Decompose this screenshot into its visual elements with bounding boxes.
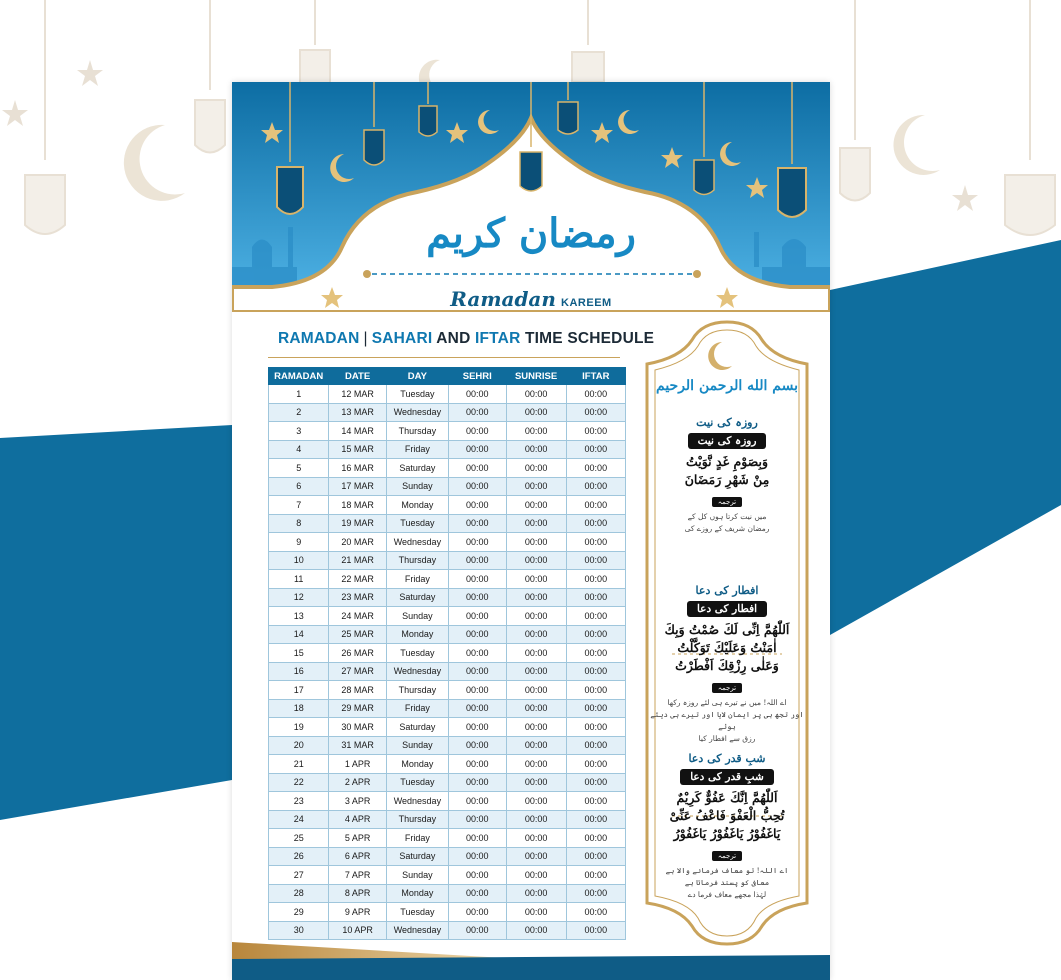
- iftar-dua-arabic-2: اٰمَنْتُ وَعَلَيْكَ تَوَكَّلْتُ: [677, 640, 777, 655]
- table-cell: 13: [269, 607, 329, 626]
- table-cell: 00:00: [506, 496, 566, 515]
- table-row: [269, 829, 626, 848]
- table-cell: 00:00: [566, 459, 625, 478]
- table-cell: 23 MAR: [329, 588, 386, 607]
- heading-underline: [268, 357, 620, 358]
- table-cell: 17: [269, 681, 329, 700]
- table-cell: 00:00: [449, 681, 507, 700]
- table-cell: Tuesday: [386, 644, 448, 663]
- table-cell: 00:00: [506, 403, 566, 422]
- table-row: [269, 403, 626, 422]
- table-cell: 00:00: [566, 792, 625, 811]
- table-cell: 00:00: [506, 625, 566, 644]
- iftar-dua-translation-3: رزق سے افطار کیا: [698, 734, 756, 743]
- table-cell: 24: [269, 810, 329, 829]
- table-row: [269, 755, 626, 774]
- table-row: [269, 847, 626, 866]
- column-header: IFTAR: [566, 368, 625, 385]
- table-row: [269, 644, 626, 663]
- fast-intention-translation-1: میں نیت کرتا ہوں کل کے: [687, 512, 767, 521]
- table-cell: Friday: [386, 440, 448, 459]
- table-cell: Thursday: [386, 810, 448, 829]
- qadr-dua-arabic-3: يَاغَفُوْرُ يَاغَفُوْرُ يَاغَفُوْرُ: [673, 826, 781, 841]
- fast-intention-translation-2: رمضان شریف کے روزے کی: [684, 524, 770, 533]
- table-cell: 00:00: [449, 477, 507, 496]
- table-header-row: [269, 368, 626, 385]
- table-cell: 5: [269, 459, 329, 478]
- table-cell: 14: [269, 625, 329, 644]
- table-cell: 00:00: [506, 903, 566, 922]
- heading-part-ramadan: RAMADAN: [278, 330, 360, 347]
- table-cell: 15 MAR: [329, 440, 386, 459]
- bismillah-calligraphy: بسم الله الرحمن الرحيم: [656, 378, 798, 394]
- table-cell: Monday: [386, 884, 448, 903]
- poster-footer: [232, 937, 830, 980]
- table-cell: 16 MAR: [329, 459, 386, 478]
- table-cell: 15: [269, 644, 329, 663]
- table-row: [269, 773, 626, 792]
- table-cell: 23: [269, 792, 329, 811]
- table-cell: 00:00: [449, 829, 507, 848]
- table-cell: 4 APR: [329, 810, 386, 829]
- table-cell: 00:00: [449, 903, 507, 922]
- table-cell: 2: [269, 403, 329, 422]
- table-cell: 00:00: [506, 662, 566, 681]
- table-row: [269, 422, 626, 441]
- table-cell: 00:00: [566, 514, 625, 533]
- table-cell: Wednesday: [386, 792, 448, 811]
- table-row: [269, 385, 626, 404]
- column-header: SEHRI: [449, 368, 507, 385]
- table-cell: Wednesday: [386, 921, 448, 940]
- fast-intention-tag: ترجمہ: [712, 497, 742, 507]
- table-row: [269, 718, 626, 737]
- table-cell: 25: [269, 829, 329, 848]
- table-cell: 00:00: [506, 514, 566, 533]
- schedule-heading: [278, 330, 654, 348]
- table-row: [269, 866, 626, 885]
- table-cell: 00:00: [449, 866, 507, 885]
- table-cell: 22 MAR: [329, 570, 386, 589]
- iftar-dua-heading: افطار کی دعا: [695, 584, 759, 597]
- table-cell: 26 MAR: [329, 644, 386, 663]
- table-cell: 00:00: [449, 810, 507, 829]
- table-row: [269, 551, 626, 570]
- table-cell: 27 MAR: [329, 662, 386, 681]
- column-header: SUNRISE: [506, 368, 566, 385]
- table-row: [269, 681, 626, 700]
- table-cell: 00:00: [506, 792, 566, 811]
- table-cell: Thursday: [386, 422, 448, 441]
- table-cell: 00:00: [506, 644, 566, 663]
- table-cell: 20: [269, 736, 329, 755]
- table-cell: 00:00: [566, 829, 625, 848]
- table-row: [269, 570, 626, 589]
- iftar-dua-translation-2: اور تجھ ہی پر ایمان لایا اور تیرے ہی دیئے ہوئے: [650, 710, 804, 731]
- table-cell: 00:00: [566, 699, 625, 718]
- qadr-dua-translation-3: لہٰذا مجھے معاف فرما دے: [687, 890, 767, 899]
- table-cell: 30: [269, 921, 329, 940]
- table-row: [269, 440, 626, 459]
- table-cell: 00:00: [449, 773, 507, 792]
- table-row: [269, 514, 626, 533]
- qadr-dua-arabic-2: تُحِبُّ الْعَفْوَ فَاعْفُ عَنِّیْ: [669, 808, 785, 823]
- fast-intention-heading: روزہ کی نیت: [696, 416, 758, 429]
- table-cell: 00:00: [449, 533, 507, 552]
- table-cell: 00:00: [449, 662, 507, 681]
- table-cell: 4: [269, 440, 329, 459]
- table-cell: 6 APR: [329, 847, 386, 866]
- table-cell: 00:00: [566, 755, 625, 774]
- brand-title-sub: KAREEM: [561, 297, 612, 309]
- table-cell: 00:00: [449, 736, 507, 755]
- table-cell: Tuesday: [386, 773, 448, 792]
- table-cell: 10: [269, 551, 329, 570]
- table-cell: Monday: [386, 496, 448, 515]
- table-cell: 00:00: [566, 607, 625, 626]
- table-row: [269, 792, 626, 811]
- table-cell: 00:00: [506, 810, 566, 829]
- table-cell: Thursday: [386, 681, 448, 700]
- table-cell: 00:00: [506, 736, 566, 755]
- table-cell: 12: [269, 588, 329, 607]
- table-cell: 11: [269, 570, 329, 589]
- table-cell: 1 APR: [329, 755, 386, 774]
- fast-intention-arabic-1: وَبِصَوْمِ غَدٍ نَّوَيْتُ: [685, 454, 769, 469]
- table-cell: 28: [269, 884, 329, 903]
- table-cell: Tuesday: [386, 514, 448, 533]
- table-cell: 00:00: [566, 681, 625, 700]
- table-row: [269, 699, 626, 718]
- table-cell: 1: [269, 385, 329, 404]
- table-cell: 00:00: [449, 718, 507, 737]
- heading-separator: |: [363, 330, 368, 347]
- table-row: [269, 459, 626, 478]
- table-row: [269, 588, 626, 607]
- fast-intention-arabic-2: مِنْ شَهْرِ رَمَضَانَ: [684, 472, 770, 487]
- table-cell: 27: [269, 866, 329, 885]
- ramadan-poster: [232, 82, 830, 980]
- table-cell: 00:00: [566, 403, 625, 422]
- table-cell: Tuesday: [386, 903, 448, 922]
- right-blue-band: [830, 240, 1061, 635]
- left-blue-band: [0, 425, 232, 820]
- table-cell: 00:00: [506, 477, 566, 496]
- table-cell: 00:00: [449, 496, 507, 515]
- table-cell: 31 MAR: [329, 736, 386, 755]
- table-cell: 9 APR: [329, 903, 386, 922]
- table-cell: 8 APR: [329, 884, 386, 903]
- table-cell: Sunday: [386, 736, 448, 755]
- heading-part-and: AND: [436, 330, 471, 347]
- table-cell: 00:00: [566, 718, 625, 737]
- table-cell: 00:00: [566, 477, 625, 496]
- table-cell: 16: [269, 662, 329, 681]
- table-row: [269, 662, 626, 681]
- table-cell: 7: [269, 496, 329, 515]
- table-cell: 17 MAR: [329, 477, 386, 496]
- table-cell: 00:00: [566, 533, 625, 552]
- table-cell: 5 APR: [329, 829, 386, 848]
- table-cell: 00:00: [566, 903, 625, 922]
- column-header: DAY: [386, 368, 448, 385]
- table-cell: 00:00: [449, 884, 507, 903]
- table-cell: 00:00: [566, 847, 625, 866]
- table-cell: Wednesday: [386, 662, 448, 681]
- table-cell: 00:00: [506, 588, 566, 607]
- table-cell: 6: [269, 477, 329, 496]
- table-cell: Thursday: [386, 551, 448, 570]
- qadr-dua-pill: شبِ قدر کی دعا: [680, 769, 774, 785]
- table-cell: 00:00: [566, 496, 625, 515]
- column-header: DATE: [329, 368, 386, 385]
- table-cell: Wednesday: [386, 403, 448, 422]
- table-cell: 18 MAR: [329, 496, 386, 515]
- qadr-dua-arabic-1: اَللّٰهُمَّ اِنَّكَ عَفُوٌّ كَرِيْمٌ: [676, 790, 778, 805]
- table-cell: 00:00: [566, 866, 625, 885]
- table-cell: 00:00: [449, 921, 507, 940]
- table-cell: 00:00: [506, 773, 566, 792]
- table-cell: 00:00: [566, 884, 625, 903]
- table-cell: 00:00: [449, 755, 507, 774]
- table-cell: 00:00: [566, 921, 625, 940]
- table-cell: 00:00: [449, 403, 507, 422]
- table-cell: 00:00: [506, 607, 566, 626]
- table-cell: 26: [269, 847, 329, 866]
- qadr-dua-translation-1: اے اللہ! تو معاف فرمانے والا ہے: [665, 866, 789, 875]
- iftar-dua-arabic-3: وَعَلٰى رِزْقِكَ اَفْطَرْتُ: [675, 658, 779, 673]
- table-row: [269, 736, 626, 755]
- heading-part-schedule: TIME SCHEDULE: [524, 330, 655, 347]
- schedule-body: [269, 385, 626, 940]
- iftar-dua-tag: ترجمہ: [712, 683, 742, 693]
- table-cell: 00:00: [449, 551, 507, 570]
- qadr-dua-heading: شبِ قدر کی دعا: [688, 752, 766, 765]
- table-cell: 00:00: [506, 921, 566, 940]
- brand-title: [232, 287, 830, 311]
- table-cell: Wednesday: [386, 533, 448, 552]
- table-cell: 00:00: [566, 810, 625, 829]
- heading-part-sahari: SAHARI: [371, 330, 433, 347]
- iftar-dua-translation-1: اے اللہ! میں نے تیرے ہی لئے روزہ رکھا: [667, 698, 787, 707]
- table-cell: 13 MAR: [329, 403, 386, 422]
- table-cell: 00:00: [506, 866, 566, 885]
- table-cell: 10 APR: [329, 921, 386, 940]
- brand-title-main: Ramadan: [450, 287, 556, 311]
- table-cell: 00:00: [506, 847, 566, 866]
- table-cell: 00:00: [449, 514, 507, 533]
- table-cell: 00:00: [506, 718, 566, 737]
- table-cell: Tuesday: [386, 385, 448, 404]
- table-cell: 24 MAR: [329, 607, 386, 626]
- table-cell: 29 MAR: [329, 699, 386, 718]
- table-cell: 12 MAR: [329, 385, 386, 404]
- table-cell: Saturday: [386, 847, 448, 866]
- table-cell: 00:00: [566, 551, 625, 570]
- table-row: [269, 477, 626, 496]
- table-cell: 00:00: [506, 755, 566, 774]
- table-row: [269, 496, 626, 515]
- table-cell: 00:00: [506, 533, 566, 552]
- table-cell: 00:00: [566, 570, 625, 589]
- table-cell: 00:00: [449, 422, 507, 441]
- table-cell: Friday: [386, 829, 448, 848]
- table-cell: 00:00: [506, 570, 566, 589]
- table-cell: 8: [269, 514, 329, 533]
- table-cell: 21: [269, 755, 329, 774]
- table-cell: Sunday: [386, 477, 448, 496]
- table-cell: 00:00: [566, 440, 625, 459]
- table-cell: 00:00: [449, 440, 507, 459]
- table-cell: Saturday: [386, 459, 448, 478]
- table-cell: Monday: [386, 625, 448, 644]
- table-cell: 00:00: [566, 736, 625, 755]
- heading-part-iftar: IFTAR: [474, 330, 521, 347]
- table-cell: 00:00: [449, 699, 507, 718]
- table-cell: 00:00: [449, 570, 507, 589]
- table-cell: 00:00: [449, 588, 507, 607]
- table-cell: 00:00: [506, 551, 566, 570]
- table-cell: 21 MAR: [329, 551, 386, 570]
- table-cell: 00:00: [506, 681, 566, 700]
- table-cell: 00:00: [566, 422, 625, 441]
- table-cell: 00:00: [506, 440, 566, 459]
- table-cell: Saturday: [386, 588, 448, 607]
- table-cell: 19 MAR: [329, 514, 386, 533]
- table-cell: Sunday: [386, 866, 448, 885]
- table-row: [269, 625, 626, 644]
- table-cell: Monday: [386, 755, 448, 774]
- fast-intention-block: [648, 416, 806, 535]
- table-cell: 20 MAR: [329, 533, 386, 552]
- table-cell: 14 MAR: [329, 422, 386, 441]
- table-cell: 7 APR: [329, 866, 386, 885]
- table-row: [269, 903, 626, 922]
- table-cell: 00:00: [566, 588, 625, 607]
- table-cell: 3 APR: [329, 792, 386, 811]
- qadr-dua-translation-2: معافی کو پسند فرماتا ہے: [684, 878, 770, 887]
- iftar-dua-pill: افطار کی دعا: [687, 601, 767, 617]
- schedule-table: [268, 367, 626, 940]
- table-cell: 18: [269, 699, 329, 718]
- table-cell: 2 APR: [329, 773, 386, 792]
- table-cell: 25 MAR: [329, 625, 386, 644]
- table-cell: 00:00: [506, 385, 566, 404]
- table-cell: Friday: [386, 570, 448, 589]
- table-cell: 22: [269, 773, 329, 792]
- table-cell: 00:00: [566, 625, 625, 644]
- iftar-dua-arabic-1: اَللّٰهُمَّ اِنِّی لَكَ صُمْتُ وَبِكَ: [664, 622, 790, 637]
- urdu-title: رمضان کریم: [426, 210, 636, 257]
- table-cell: 00:00: [449, 607, 507, 626]
- table-cell: 00:00: [449, 625, 507, 644]
- table-cell: 00:00: [566, 662, 625, 681]
- table-cell: 30 MAR: [329, 718, 386, 737]
- iftar-dua-block: [648, 584, 806, 745]
- table-cell: 19: [269, 718, 329, 737]
- poster-header: [232, 82, 830, 312]
- table-cell: 00:00: [449, 792, 507, 811]
- table-cell: Saturday: [386, 718, 448, 737]
- table-cell: 00:00: [449, 644, 507, 663]
- table-row: [269, 810, 626, 829]
- table-cell: Friday: [386, 699, 448, 718]
- table-cell: 00:00: [506, 459, 566, 478]
- qadr-dua-tag: ترجمہ: [712, 851, 742, 861]
- table-cell: 29: [269, 903, 329, 922]
- column-header: RAMADAN: [269, 368, 329, 385]
- table-cell: 00:00: [566, 773, 625, 792]
- table-cell: 3: [269, 422, 329, 441]
- table-row: [269, 884, 626, 903]
- table-cell: 00:00: [506, 699, 566, 718]
- table-row: [269, 533, 626, 552]
- table-cell: 00:00: [449, 385, 507, 404]
- table-cell: 28 MAR: [329, 681, 386, 700]
- table-cell: 00:00: [506, 422, 566, 441]
- table-cell: 00:00: [506, 884, 566, 903]
- table-cell: 00:00: [566, 644, 625, 663]
- table-cell: Sunday: [386, 607, 448, 626]
- qadr-dua-block: [648, 752, 806, 901]
- fast-intention-pill: روزہ کی نیت: [688, 433, 767, 449]
- table-cell: 00:00: [566, 385, 625, 404]
- table-cell: 00:00: [506, 829, 566, 848]
- table-cell: 00:00: [449, 847, 507, 866]
- table-cell: 9: [269, 533, 329, 552]
- table-cell: 00:00: [449, 459, 507, 478]
- table-row: [269, 607, 626, 626]
